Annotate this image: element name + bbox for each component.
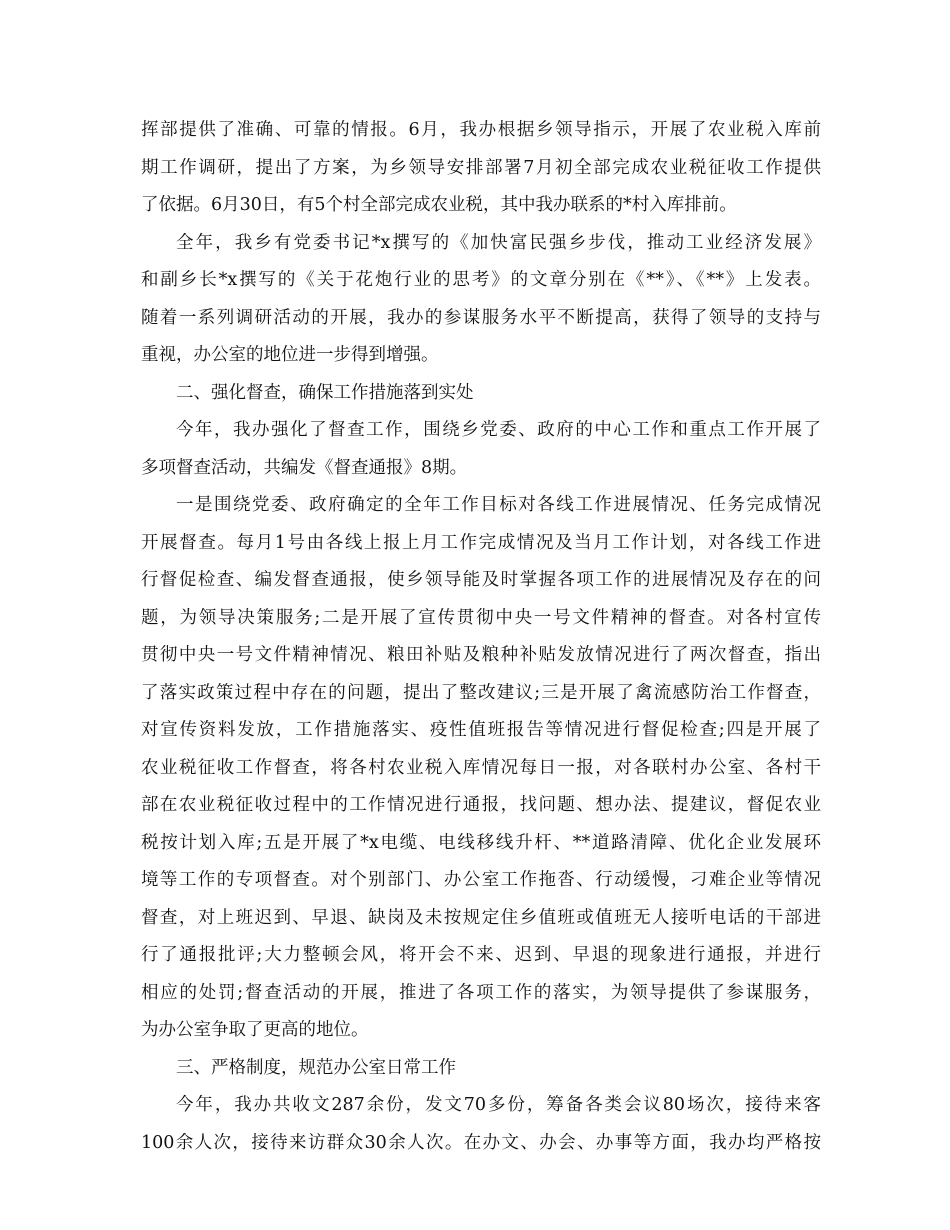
text-line: 期工作调研，提出了方案，为乡领导安排部署7月初全部完成农业税征收工作提供 [141,157,821,178]
body-paragraph [141,1087,821,1162]
text-line: 挥部提供了准确、可靠的情报。6月，我办根据乡领导指示，开展了农业税入库前 [141,120,821,140]
body-paragraph [141,487,821,1050]
text-line: 境等工作的专项督查。对个别部门、办公室工作拖沓、行动缓慢，刁难企业等情况 [141,870,821,890]
text-line: 农业税征收工作督查，将各村农业税入库情况每日一报，对各联村办公室、各村干 [141,757,821,778]
text-line: 100余人次，接待来访群众30余人次。在办文、办会、办事等方面，我办均严格按 [141,1132,821,1153]
body-paragraph [141,225,821,375]
text-line: 行督促检查、编发督查通报，使乡领导能及时掌握各项工作的进展情况及存在的问 [141,570,821,590]
document-body [141,112,821,1162]
text-line: 今年，我办强化了督查工作，围绕乡党委、政府的中心工作和重点工作开展了 [176,420,821,440]
text-line: 了依据。6月30日，有5个村全部完成农业税，其中我办联系的*村入库排前。 [141,195,737,215]
text-line: 部在农业税征收过程中的工作情况进行通报，找问题、想办法、提建议，督促农业 [141,795,821,815]
text-line: 行了通报批评;大力整顿会风，将开会不来、迟到、早退的现象进行通报，并进行 [141,945,821,965]
text-line: 三、严格制度，规范办公室日常工作 [176,1057,456,1078]
text-line: 题，为领导决策服务;二是开展了宣传贯彻中央一号文件精神的督查。对各村宣传 [141,607,821,628]
text-line: 和副乡长*x撰写的《关于花炮行业的思考》的文章分别在《**》、《**》上发表。 [141,270,821,290]
text-line: 随着一系列调研活动的开展，我办的参谋服务水平不断提高，获得了领导的支持与 [141,307,821,328]
text-line: 开展督查。每月1号由各线上报上月工作完成情况及当月工作计划，对各线工作进 [141,532,821,553]
text-line: 了落实政策过程中存在的问题，提出了整改建议;三是开展了禽流感防治工作督查， [141,682,821,703]
text-line: 相应的处罚;督查活动的开展，推进了各项工作的落实，为领导提供了参谋服务， [141,982,821,1003]
section-heading [141,1050,821,1088]
text-line: 对宣传资料发放，工作措施落实、疫性值班报告等情况进行督促检查;四是开展了 [141,720,821,740]
text-line: 税按计划入库;五是开展了*x电缆、电线移线升杆、**道路清障、优化企业发展环 [141,832,821,853]
text-line: 多项督查活动，共编发《督查通报》8期。 [141,457,468,478]
text-line: 一是围绕党委、政府确定的全年工作目标对各线工作进展情况、任务完成情况 [176,495,821,515]
text-line: 为办公室争取了更高的地位。 [141,1020,369,1040]
text-line: 重视，办公室的地位进一步得到增强。 [141,345,439,365]
text-line: 二、强化督查，确保工作措施落到实处 [176,382,474,403]
text-line: 贯彻中央一号文件精神情况、粮田补贴及粮种补贴发放情况进行了两次督查，指出 [141,645,821,665]
text-line: 全年，我乡有党委书记*x撰写的《加快富民强乡步伐，推动工业经济发展》 [176,232,821,253]
text-line: 今年，我办共收文287余份，发文70多份，筹备各类会议80场次，接待来客 [176,1095,821,1115]
body-paragraph [141,412,821,487]
text-line: 督查，对上班迟到、早退、缺岗及未按规定住乡值班或值班无人接听电话的干部进 [141,907,821,928]
section-heading [141,375,821,413]
body-paragraph [141,112,821,225]
